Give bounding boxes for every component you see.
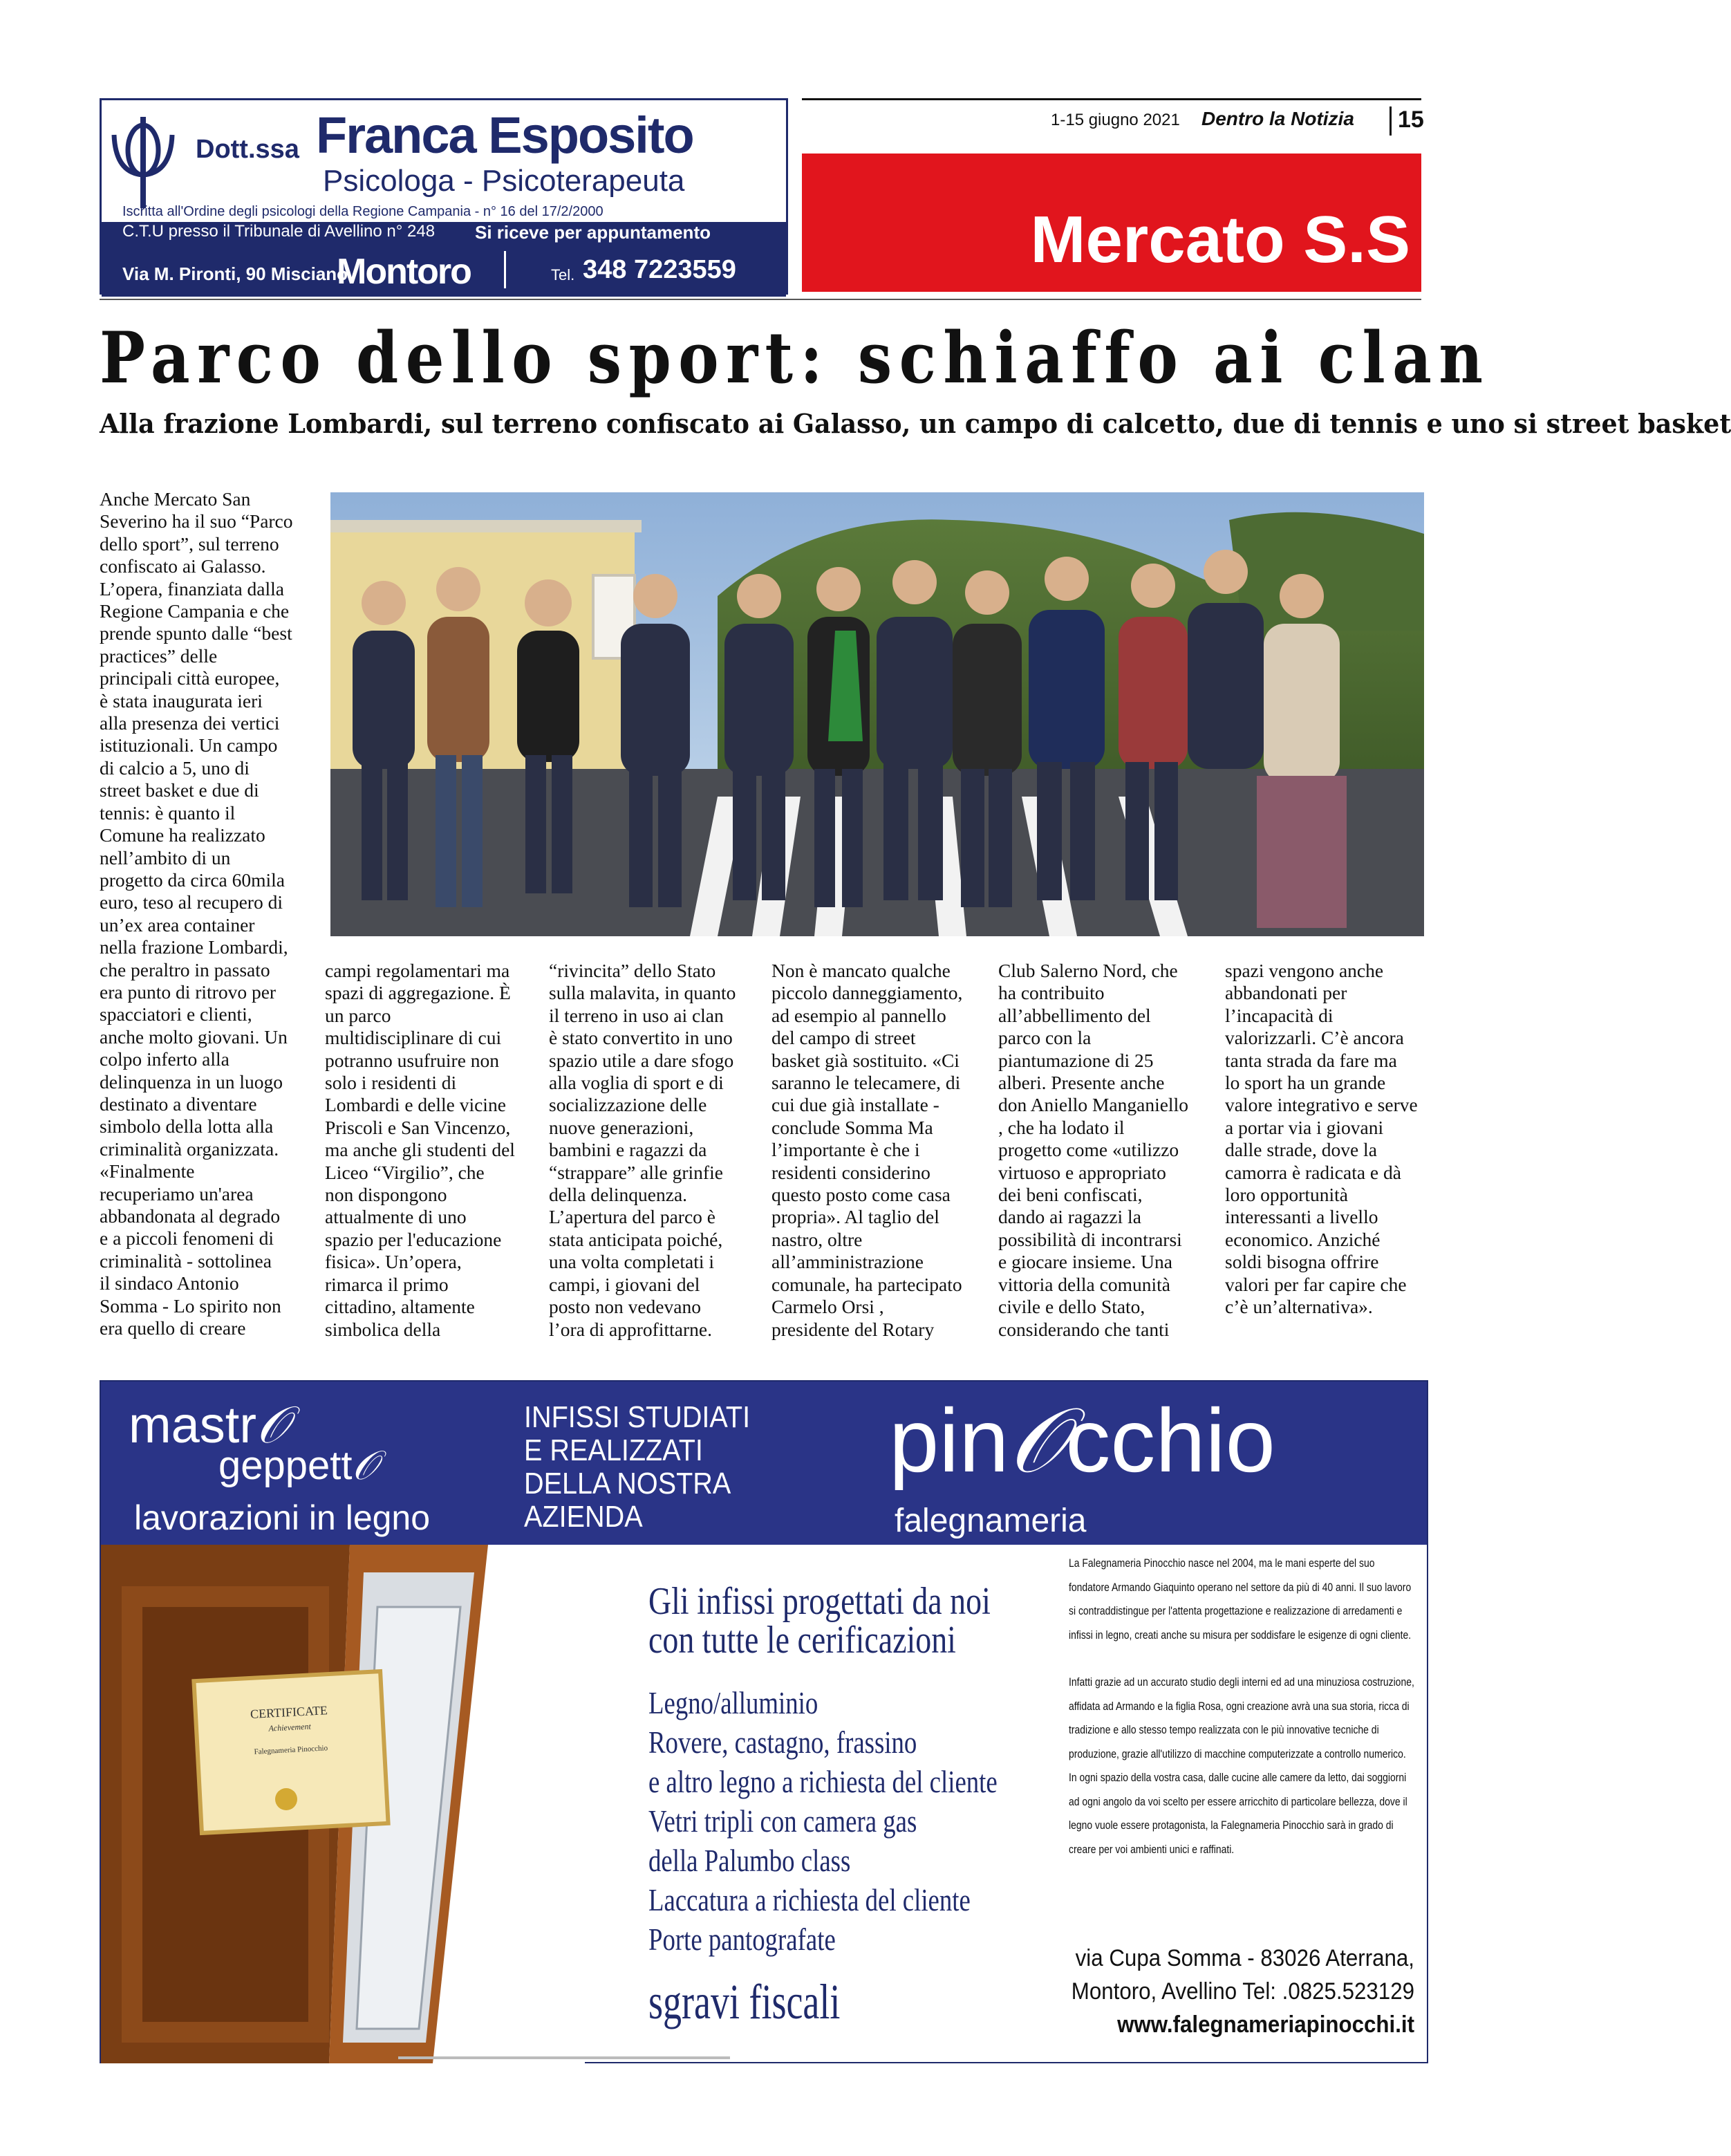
article-line: camorra è radicata e dà (1225, 1161, 1401, 1183)
article-line: Non è mancato qualche (771, 960, 951, 981)
article-line: era quello di creare (100, 1317, 246, 1339)
article-line: Liceo “Virgilio”, che (325, 1161, 485, 1183)
header-rule (100, 299, 1421, 300)
article-line: conclude Somma Ma (771, 1116, 933, 1138)
doctor-name: Franca Esposito (316, 106, 693, 164)
geppetto-text: geppett𝒪 (218, 1443, 378, 1488)
article-line: delinquenza in un luogo (100, 1070, 283, 1093)
article-line: multidisciplinare di cui (325, 1027, 502, 1049)
article-line: ma anche gli studenti del (325, 1139, 515, 1161)
article-line: che peraltro in passato (100, 958, 270, 981)
article-line: basket già sostituito. «Ci (771, 1049, 960, 1071)
article-line: posto non vedevano (549, 1296, 701, 1318)
issue-date: 1-15 giugno 2021 (1051, 111, 1180, 129)
article-line: spazio per l'educazione (325, 1228, 502, 1250)
article-line: soldi bisogna offrire (1225, 1251, 1379, 1273)
article-line: criminalità - sottolinea (100, 1249, 272, 1272)
article-column-1 (100, 488, 319, 1339)
article-line: parco con la (998, 1027, 1092, 1049)
article-line: saranno le telecamere, di (771, 1072, 961, 1094)
swirl-o-icon: 𝒪 (352, 1443, 378, 1488)
article-line: civile e dello Stato, (998, 1296, 1145, 1318)
article-line: questo posto come casa (771, 1184, 951, 1206)
psi-logo-icon (109, 107, 178, 211)
article-line: un parco (325, 1004, 391, 1026)
article-line: don Aniello Manganiello (998, 1094, 1188, 1116)
town-name: Montoro (337, 252, 471, 292)
feature-item: Vetri tripli con camera gas (648, 1803, 917, 1839)
article-line: Anche Mercato San (100, 488, 251, 510)
article-line: principali città europee, (100, 667, 280, 689)
article-line: attualmente di uno (325, 1206, 467, 1228)
article-line: l’ora di approfittarne. (549, 1318, 712, 1340)
article-line: lo sport ha un grande (1225, 1072, 1386, 1094)
phone-number: 348 7223559 (583, 255, 736, 284)
article-line: euro, teso al recupero di (100, 891, 283, 913)
swirl-o-icon: 𝒪 (1009, 1390, 1066, 1491)
article-line: destinato a diventare (100, 1093, 257, 1115)
group-photo-image (330, 492, 1424, 936)
article-line: tennis: è quanto il (100, 801, 236, 824)
article-line: è stato convertito in uno (549, 1027, 733, 1049)
article-line: il terreno in uso ai clan (549, 1004, 724, 1026)
article-line: istituzionali. Un campo (100, 734, 278, 756)
paper-name: Dentro la Notizia (1201, 108, 1354, 129)
article-line: Regione Campania e che (100, 600, 290, 622)
article-line: c’è un’alternativa». (1225, 1296, 1373, 1318)
article-line: del campo di street (771, 1027, 916, 1049)
article-line: anche molto giovani. Un (100, 1025, 288, 1048)
article-line: era punto di ritrovo per (100, 981, 277, 1003)
article-line: simbolo della lotta alla (100, 1115, 274, 1137)
article-line: alla presenza dei vertici (100, 712, 280, 734)
website-link[interactable]: www.falegnameriapinocchi.it (1117, 2011, 1414, 2038)
article-line: potranno usufruire non (325, 1049, 500, 1071)
feature-item: Laccatura a richiesta del cliente (648, 1882, 971, 1917)
contact-info (1058, 1942, 1414, 2041)
section-title: Mercato S.S (1030, 203, 1410, 277)
divider (1390, 106, 1392, 136)
article-line: sulla malavita, in quanto (549, 982, 736, 1004)
article-column-3 (549, 960, 756, 1341)
address-line: via Cupa Somma - 83026 Aterrana, (1075, 1945, 1414, 1971)
article-line: Comune ha realizzato (100, 824, 265, 846)
window-frame-image (101, 1545, 585, 2063)
article-column-6 (1225, 960, 1432, 1319)
top-rule (802, 98, 1421, 100)
article-line: confiscato ai Galasso. (100, 555, 266, 577)
carpentry-ad (100, 1380, 1428, 2063)
article-line: piantumazione di 25 (998, 1049, 1154, 1071)
article-line: campi regolamentari ma (325, 960, 510, 981)
description-paragraph: La Falegnameria Pinocchio nasce nel 2004, ma le mani esperte del suo fondatore Armando Giaquinto operano nel settore da più di 40 anni. Il suo lavoro si contraddistingue per l'attenta progettazione e realizzazione di arredamenti e infissi in legno, creati anche su misura per soddisfare le esigenze di ogni cliente. (1069, 1556, 1412, 1642)
brand-name: pin𝒪cchio (889, 1390, 1275, 1491)
certificate-name: Falegnameria Pinocchio (254, 1744, 328, 1756)
article-line: valorizzarli. C’è ancora (1225, 1027, 1404, 1049)
article-line: una volta completati i (549, 1251, 715, 1273)
feature-item: e altro legno a richiesta del cliente (648, 1764, 998, 1799)
article-line: Club Salerno Nord, che (998, 960, 1178, 981)
article-line: , che ha lodato il (998, 1116, 1125, 1138)
article-line: e a piccoli fenomeni di (100, 1227, 274, 1249)
article-line: abbandonata al degrado (100, 1205, 281, 1227)
divider (504, 251, 506, 288)
feature-item: Rovere, castagno, frassino (648, 1725, 917, 1760)
article-line: bambini e ragazzi da (549, 1139, 707, 1161)
article-line: è stata inaugurata ieri (100, 689, 263, 712)
article-line: Carmelo Orsi , (771, 1296, 884, 1318)
article-line: rimarca il primo (325, 1273, 449, 1295)
article-line: cittadino, altamente (325, 1296, 475, 1318)
company-description (1069, 1552, 1414, 1885)
article-line: Priscoli e San Vincenzo, (325, 1116, 511, 1138)
article-line: solo i residenti di (325, 1072, 457, 1094)
article-line: di calcio a 5, uno di (100, 756, 250, 779)
seal-icon (275, 1788, 297, 1810)
tax-incentive: sgravi fiscali (648, 1974, 841, 2029)
registration-note: Iscritta all'Ordine degli psicologi della Regione Campania - n° 16 del 17/2/2000 (122, 204, 603, 219)
article-line: prende spunto dalle “best (100, 622, 292, 644)
article-column-2 (325, 960, 532, 1341)
mastro-text: mastr𝒪 (129, 1395, 289, 1456)
article-line: loro opportunità (1225, 1184, 1348, 1206)
article-line: cui due già installate - (771, 1094, 939, 1116)
article-line: non dispongono (325, 1184, 447, 1206)
article-line: “rivincita” dello Stato (549, 960, 716, 981)
article-line: colpo inferto alla (100, 1048, 230, 1070)
article-line: dalle strade, dove la (1225, 1139, 1377, 1161)
ctu-note: C.T.U presso il Tribunale di Avellino n° 248 (122, 222, 436, 241)
title-prefix: Dott.ssa (196, 135, 299, 164)
page-number: 15 (1398, 106, 1424, 133)
article-line: dello sport”, sul terreno (100, 532, 279, 555)
article-line: campi, i giovani del (549, 1273, 700, 1295)
article-line: Somma - Lo spirito non (100, 1294, 281, 1317)
appointment-note: Si riceve per appuntamento (475, 222, 711, 243)
claim-line: con tutte le cerificazioni (648, 1619, 956, 1662)
swirl-o-icon: 𝒪 (256, 1396, 289, 1453)
certificate (194, 1671, 388, 1833)
article-line: nell’ambito di un (100, 846, 231, 868)
street-address: Via M. Pironti, 90 Misciano (122, 263, 348, 284)
article-line: interessanti a livello (1225, 1206, 1378, 1228)
article-line: all’abbellimento del (998, 1004, 1151, 1026)
article-line: criminalità organizzata. (100, 1137, 279, 1160)
article-line: e giocare insieme. Una (998, 1251, 1172, 1273)
article-column-5 (998, 960, 1213, 1341)
article-line: spazi vengono anche (1225, 960, 1384, 981)
article-line: l’incapacità di (1225, 1004, 1334, 1026)
article-line: il sindaco Antonio (100, 1272, 239, 1294)
article-line: stata anticipata poiché, (549, 1228, 723, 1250)
article-line: simbolica della (325, 1318, 441, 1340)
article-line: alla voglia di sport e di (549, 1072, 724, 1094)
article-line: residenti considerino (771, 1161, 930, 1183)
article-line: dando ai ragazzi la (998, 1206, 1141, 1228)
article-line: ha contribuito (998, 982, 1105, 1004)
article-line: spazio utile a dare sfogo (549, 1049, 734, 1071)
article-line: comunale, ha partecipato (771, 1273, 962, 1295)
article-line: alberi. Presente anche (998, 1072, 1165, 1094)
article-line: all’amministrazione (771, 1251, 924, 1273)
subheadline: Alla frazione Lombardi, sul terreno confiscato ai Galasso, un campo di calcetto, due di tennis e uno si street basket (100, 408, 1731, 439)
article-line: tanta strada da fare ma (1225, 1049, 1397, 1071)
feature-item: della Palumbo class (648, 1843, 851, 1878)
article-line: progetto da circa 60mila (100, 868, 286, 891)
article-column-4 (771, 960, 984, 1341)
phone-line: Montoro, Avellino Tel: .0825.523129 (1071, 1978, 1414, 2005)
article-line: dei beni confiscati, (998, 1184, 1143, 1206)
article-line: virtuoso e appropriato (998, 1161, 1166, 1183)
article-line: abbandonati per (1225, 982, 1347, 1004)
article-line: “strappare” alle grinfie (549, 1161, 723, 1183)
article-line: spacciatori e clienti, (100, 1003, 252, 1025)
certificate-title: CERTIFICATE (250, 1703, 328, 1721)
divider (398, 2056, 730, 2059)
article-line: recuperiamo un'area (100, 1182, 254, 1205)
tel-label: Tel. (551, 266, 575, 284)
psychologist-ad (100, 98, 788, 295)
article-line: Severino ha il suo “Parco (100, 510, 293, 532)
article-line: nastro, oltre (771, 1228, 863, 1250)
article-line: possibilità di incontrarsi (998, 1228, 1182, 1250)
article-line: fisica». Un’opera, (325, 1251, 462, 1273)
lavorazioni-text: lavorazioni in legno (134, 1498, 431, 1537)
article-line: considerando che tanti (998, 1318, 1170, 1340)
article-line: Lombardi e delle vicine (325, 1094, 506, 1116)
article-line: un’ex area container (100, 913, 255, 936)
profession: Psicologa - Psicoterapeuta (323, 164, 685, 198)
article-line: vittoria della comunità (998, 1273, 1170, 1295)
article-photo (330, 492, 1424, 936)
claim-line: Gli infissi progettati da noi (648, 1580, 991, 1623)
feature-item: Porte pantografate (648, 1922, 836, 1957)
article-line: nuove generazioni, (549, 1116, 694, 1138)
article-line: ad esempio al pannello (771, 1004, 946, 1026)
article-line: nella frazione Lombardi, (100, 936, 288, 958)
article-line: presidente del Rotary (771, 1318, 935, 1340)
article-line: a portar via i giovani (1225, 1116, 1384, 1138)
article-line: valore integrativo e serve (1225, 1094, 1418, 1116)
article-line: street basket e due di (100, 779, 259, 801)
article-line: L’opera, finanziata dalla (100, 577, 284, 600)
feature-item: Legno/alluminio (648, 1685, 818, 1720)
article-line: l’importante è che i (771, 1139, 920, 1161)
article-line: progetto come «utilizzo (998, 1139, 1179, 1161)
article-line: economico. Anziché (1225, 1228, 1381, 1250)
brand-subtitle: falegnameria (895, 1503, 1087, 1539)
article-line: piccolo danneggiamento, (771, 982, 963, 1004)
article-line: valori per far capire che (1225, 1273, 1407, 1295)
headline: Parco dello sport: schiaffo ai clan (100, 317, 1490, 400)
description-paragraph: Infatti grazie ad un accurato studio degli interni ed ad una minuziosa costruzione, affidata ad Armando e la figlia Rosa, ogni creazione avrà una sua storia, ricca di tradizione e allo stesso tempo realizzata con le più innovative tecniche di produzione, grazie all'utilizzo di macchine computerizzate a controllo numerico. In ogni spazio della vostra casa, dalle cucine alle camere da letto, dai soggiorni ad ogni angolo da voi scelto per essere arricchito di particolare bellezza, dove il legno vuole essere protagonista, la Falegnameria Pinocchio sarà in grado di creare per voi ambienti unici e raffinati. (1069, 1675, 1414, 1856)
certificate-subtitle: Achievement (268, 1721, 312, 1734)
article-line: propria». Al taglio del (771, 1206, 939, 1228)
article-line: spazi di aggregazione. È (325, 982, 511, 1004)
infissi-text: INFISSI STUDIATI E REALIZZATI DELLA NOSTRA AZIENDA (524, 1400, 751, 1534)
article-line: L’apertura del parco è (549, 1206, 716, 1228)
article-line: della delinquenza. (549, 1184, 688, 1206)
article-line: socializzazione delle (549, 1094, 707, 1116)
article-line: «Finalmente (100, 1160, 195, 1182)
article-line: practices” delle (100, 644, 218, 667)
